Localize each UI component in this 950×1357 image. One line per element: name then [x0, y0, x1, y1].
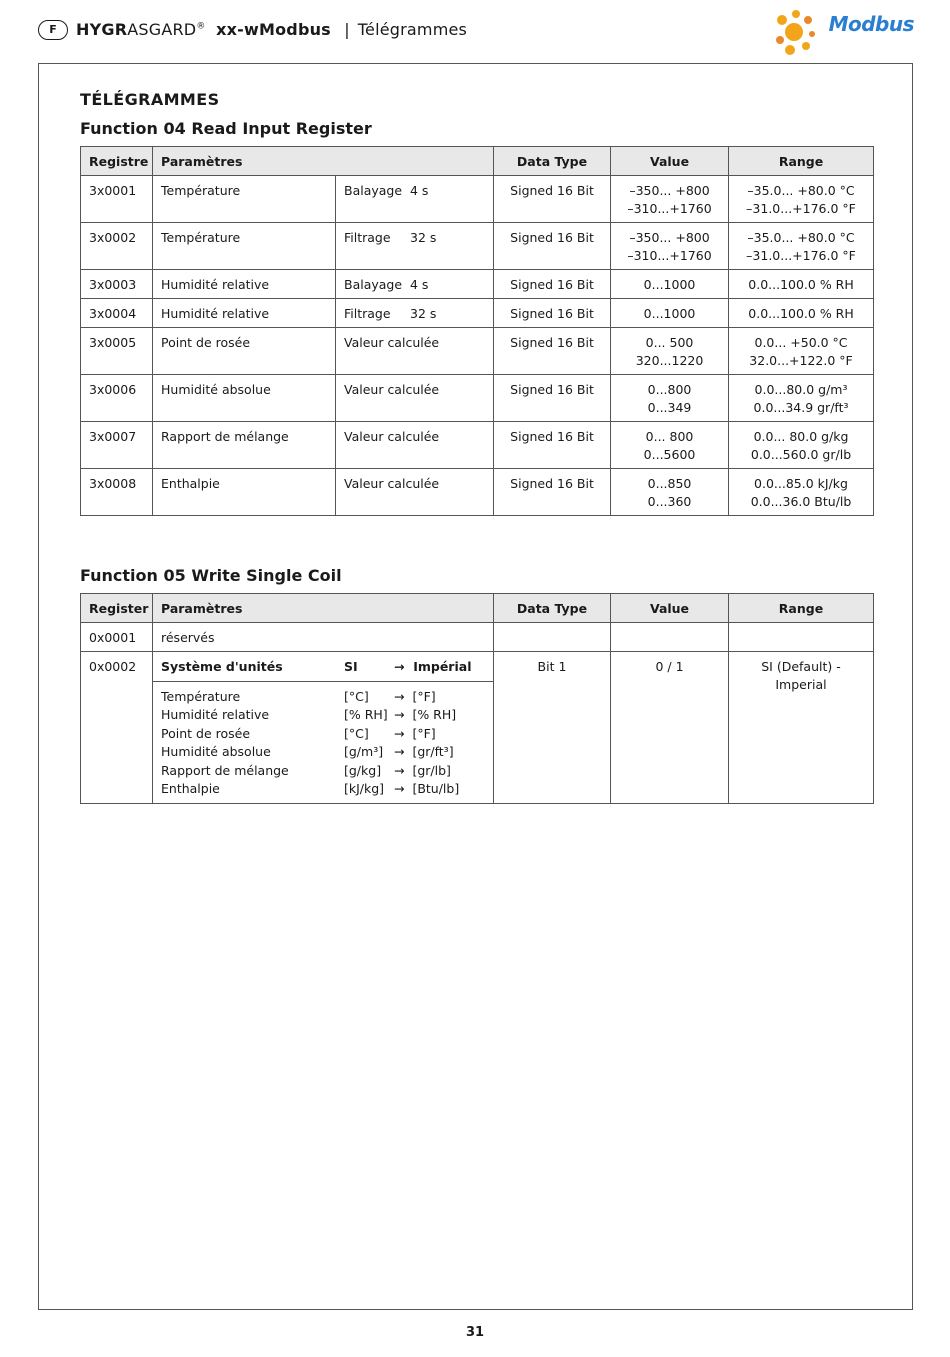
range-cell [729, 375, 874, 422]
range-line: 32.0...+122.0 °F [749, 353, 853, 368]
value-line: 0...1000 [643, 277, 696, 292]
register-cell: 3x0007 [81, 422, 153, 469]
value-cell: 0 / 1 [611, 652, 729, 804]
value-cell [611, 375, 729, 422]
type-cell: Signed 16 Bit [494, 299, 611, 328]
table-row [81, 469, 874, 516]
range-cell [729, 299, 874, 328]
range-line: 0.0...100.0 % RH [748, 277, 854, 292]
col-header-register: Registre [81, 147, 153, 176]
unit-conversion-row [161, 743, 485, 762]
page-content [80, 90, 873, 804]
units-cell [153, 652, 494, 804]
range-line: 0.0...100.0 % RH [748, 306, 854, 321]
param-cell: Humidité relative [153, 270, 336, 299]
range-line: 0.0...560.0 gr/lb [750, 447, 852, 462]
unit-si: [g/kg] [344, 762, 382, 778]
param-cell: Point de rosée [153, 328, 336, 375]
range-line: 0.0...85.0 kJ/kg [754, 476, 848, 491]
type-cell: Signed 16 Bit [494, 422, 611, 469]
value-line: –310...+1760 [627, 248, 712, 263]
range-line: 0.0...34.9 gr/ft³ [753, 400, 849, 415]
mode-label: Valeur calculée [344, 429, 440, 444]
range-cell [729, 328, 874, 375]
page-number: 31 [465, 1325, 485, 1340]
col-header-range: Range [729, 147, 874, 176]
unit-si: [kJ/kg] [344, 781, 385, 796]
param-cell: Température [153, 223, 336, 270]
function04-title: Function 04 Read Input Register [80, 119, 372, 138]
unit-conversion-row [161, 780, 485, 799]
mode-label: Valeur calculée [344, 335, 440, 350]
mode-cell [336, 270, 494, 299]
product-name: xx-wModbus [216, 20, 331, 39]
mode-cell [336, 176, 494, 223]
range-line: Imperial [775, 677, 827, 692]
value-cell [611, 623, 729, 652]
value-line: 0... 500 [645, 335, 694, 350]
col-header-value: Value [611, 147, 729, 176]
mode-label: Balayage [344, 277, 403, 292]
col-header-type: Data Type [494, 147, 611, 176]
brand-registered: ® [196, 21, 206, 32]
param-cell: Rapport de mélange [153, 422, 336, 469]
register-cell: 0x0001 [81, 623, 153, 652]
range-cell [729, 270, 874, 299]
value-cell [611, 176, 729, 223]
units-imperial: → Impérial [394, 659, 472, 674]
table-row [81, 223, 874, 270]
section-name: Télégrammes [357, 20, 468, 39]
mode-cell [336, 469, 494, 516]
unit-param-name: Humidité absolue [161, 744, 271, 759]
register-cell: 3x0008 [81, 469, 153, 516]
register-cell: 3x0004 [81, 299, 153, 328]
units-si: SI [344, 659, 358, 674]
col-header-register: Register [81, 594, 153, 623]
unit-si: [g/m³] [344, 744, 384, 759]
time-label: 4 s [410, 277, 429, 292]
brand-title [76, 20, 467, 39]
unit-imperial: → [gr/ft³] [394, 744, 454, 759]
param-cell: Température [153, 176, 336, 223]
range-cell [729, 652, 874, 804]
register-cell: 3x0001 [81, 176, 153, 223]
type-cell: Signed 16 Bit [494, 375, 611, 422]
col-header-type: Data Type [494, 594, 611, 623]
value-cell [611, 223, 729, 270]
value-line: –350... +800 [629, 183, 710, 198]
units-list [161, 688, 485, 799]
type-cell: Signed 16 Bit [494, 328, 611, 375]
arrow-icon: → [394, 707, 405, 722]
unit-conversion-row [161, 706, 485, 725]
time-label: 32 s [410, 306, 437, 321]
unit-imperial: → [°F] [394, 725, 436, 741]
type-cell: Signed 16 Bit [494, 270, 611, 299]
param-cell: Enthalpie [153, 469, 336, 516]
mode-cell [336, 299, 494, 328]
logo-text: Modbus [828, 12, 914, 36]
unit-imperial: → [% RH] [394, 707, 457, 722]
col-header-value: Value [611, 594, 729, 623]
brand-light: ASGARD [127, 20, 197, 39]
range-line: 0.0... +50.0 °C [754, 335, 848, 350]
molecule-icon [774, 6, 822, 58]
modbus-logo [774, 6, 914, 58]
mode-cell [336, 422, 494, 469]
param-cell: réservés [153, 623, 494, 652]
range-line: 0.0... 80.0 g/kg [753, 429, 849, 444]
table-row [81, 623, 874, 652]
value-cell [611, 270, 729, 299]
arrow-icon: → [394, 688, 405, 704]
table-row [81, 299, 874, 328]
mode-label: Filtrage [344, 230, 391, 245]
value-line: 0... 800 [645, 429, 694, 444]
unit-conversion-row [161, 725, 485, 744]
table-header-row [81, 594, 874, 623]
param-cell: Humidité absolue [153, 375, 336, 422]
mode-label: Valeur calculée [344, 476, 440, 491]
mode-label: Valeur calculée [344, 382, 440, 397]
param-cell: Humidité relative [153, 299, 336, 328]
table-row [81, 422, 874, 469]
value-line: 0...850 [647, 476, 692, 491]
range-line: –31.0...+176.0 °F [746, 248, 856, 263]
table-row [81, 328, 874, 375]
arrow-icon: → [394, 659, 405, 674]
unit-imperial: → [gr/lb] [394, 762, 451, 778]
type-cell: Signed 16 Bit [494, 223, 611, 270]
unit-imperial: → [Btu/lb] [394, 781, 460, 796]
value-line: 0...1000 [643, 306, 696, 321]
range-cell [729, 223, 874, 270]
function05-title: Function 05 Write Single Coil [80, 566, 342, 585]
range-line: –31.0...+176.0 °F [746, 201, 856, 216]
arrow-icon: → [394, 762, 405, 778]
mode-cell [336, 375, 494, 422]
unit-conversion-row [161, 688, 485, 707]
value-line: 320...1220 [635, 353, 704, 368]
unit-si: [°C] [344, 688, 369, 704]
range-line: –35.0... +80.0 °C [747, 183, 855, 198]
range-line: 0.0...36.0 Btu/lb [750, 494, 852, 509]
table-row [81, 176, 874, 223]
table-row [81, 652, 874, 804]
unit-conversion-row [161, 762, 485, 781]
value-cell [611, 328, 729, 375]
unit-imperial: → [°F] [394, 688, 436, 704]
value-cell [611, 422, 729, 469]
value-line: 0...800 [647, 382, 692, 397]
unit-si: [°C] [344, 725, 369, 741]
value-cell [611, 299, 729, 328]
page-header [38, 12, 914, 48]
table-row [81, 270, 874, 299]
col-header-params: Paramètres [153, 594, 494, 623]
unit-param-name: Enthalpie [161, 781, 220, 796]
page-title: TÉLÉGRAMMES [80, 90, 220, 109]
table-row [81, 375, 874, 422]
type-cell: Signed 16 Bit [494, 176, 611, 223]
mode-cell [336, 223, 494, 270]
range-cell [729, 469, 874, 516]
unit-si: [% RH] [344, 707, 388, 722]
arrow-icon: → [394, 781, 405, 796]
language-badge: F [38, 20, 68, 40]
arrow-icon: → [394, 725, 405, 741]
separator: | [344, 20, 350, 39]
type-cell: Signed 16 Bit [494, 469, 611, 516]
time-label: 32 s [410, 230, 437, 245]
range-line: –35.0... +80.0 °C [747, 230, 855, 245]
mode-cell [336, 328, 494, 375]
units-system-header [153, 658, 493, 682]
mode-label: Balayage [344, 183, 403, 198]
unit-param-name: Rapport de mélange [161, 762, 289, 778]
range-cell [729, 422, 874, 469]
time-label: 4 s [410, 183, 429, 198]
col-header-range: Range [729, 594, 874, 623]
value-line: 0...349 [647, 400, 692, 415]
col-header-params: Paramètres [153, 147, 494, 176]
units-system-label: Système d'unités [161, 659, 283, 674]
value-line: –350... +800 [629, 230, 710, 245]
value-line: 0...5600 [643, 447, 696, 462]
range-line: 0.0...80.0 g/m³ [754, 382, 848, 397]
value-cell [611, 469, 729, 516]
function05-table [80, 593, 874, 804]
unit-param-name: Température [161, 688, 241, 704]
unit-param-name: Point de rosée [161, 725, 251, 741]
value-line: –310...+1760 [627, 201, 712, 216]
brand-bold: HYGR [76, 20, 128, 39]
range-cell [729, 176, 874, 223]
unit-param-name: Humidité relative [161, 707, 270, 722]
value-line: 0...360 [647, 494, 692, 509]
range-line: SI (Default) - [761, 659, 841, 674]
register-cell: 3x0003 [81, 270, 153, 299]
register-cell: 3x0006 [81, 375, 153, 422]
function04-table [80, 146, 874, 516]
arrow-icon: → [394, 744, 405, 759]
mode-label: Filtrage [344, 306, 391, 321]
register-cell: 0x0002 [81, 652, 153, 804]
type-cell: Bit 1 [494, 652, 611, 804]
register-cell: 3x0002 [81, 223, 153, 270]
type-cell [494, 623, 611, 652]
range-cell [729, 623, 874, 652]
register-cell: 3x0005 [81, 328, 153, 375]
table-header-row [81, 147, 874, 176]
